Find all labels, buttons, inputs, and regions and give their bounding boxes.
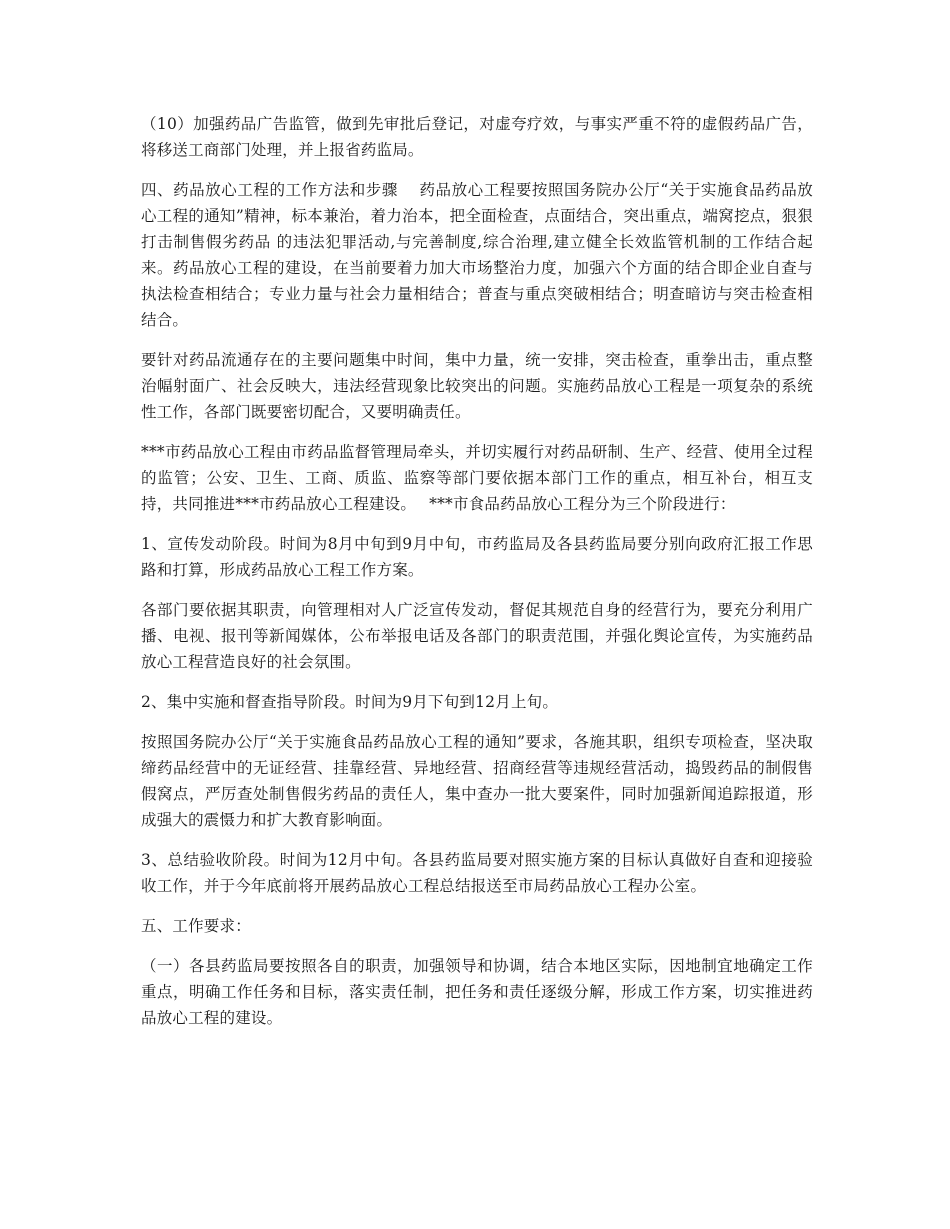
paragraph-publicity: 各部门要依据其职责，向管理相对人广泛宣传发动，督促其规范自身的经营行为，要充分利用广播、电视、报刊等新闻媒体，公布举报电话及各部门的职责范围，并强化舆论宣传，为实施药品放心工程营造良好的社会氛围。 — [141, 601, 813, 671]
paragraph-key-problems: 要针对药品流通存在的主要问题集中时间，集中力量，统一安排，突击检查，重拳出击，重点整治幅射面广、社会反映大，违法经营现象比较突出的问题。实施药品放心工程是一项复杂的系统性工作，各部门既要密切配合，又要明确责任。 — [141, 351, 813, 421]
paragraph-stage-one: 1、宣传发动阶段。时间为8月中旬到9月中旬，市药监局及各县药监局要分别向政府汇报工作思路和打算，形成药品放心工程工作方案。 — [141, 535, 813, 579]
paragraph-section-four-methods: 四、药品放心工程的工作方法和步骤 药品放心工程要按照国务院办公厅“关于实施食品药品放心工程的通知”精神，标本兼治，着力治本，把全面检查，点面结合，突出重点，端窝挖点，狠狠打击制售假劣药品 的违法犯罪活动,与完善制度,综合治理,建立健全长效监管机制的工作结合起来。药品放心工程的建设，在当前要着力加大市场整治力度，加强六个方面的结合即企业自查与执法检查相结合；专业力量与社会力量相结合；普查与重点突破相结合；明查暗访与突击检查相结合。 — [141, 181, 813, 329]
paragraph-ad-supervision: （10）加强药品广告监管，做到先审批后登记，对虚夸疗效，与事实严重不符的虚假药品广告，将移送工商部门处理，并上报省药监局。 — [141, 115, 813, 159]
paragraph-stage-two: 2、集中实施和督查指导阶段。时间为9月下旬到12月上旬。 — [141, 693, 559, 711]
heading-section-five: 五、工作要求： — [141, 917, 251, 935]
paragraph-lead-department: ***市药品放心工程由市药品监督管理局牵头，并切实履行对药品研制、生产、经营、使用全过程的监管；公安、卫生、工商、质监、监察等部门要依据本部门工作的重点，相互补台，相互支持，共同推进***市药品放心工程建设。 ***市食品药品放心工程分为三个阶段进行： — [141, 443, 813, 513]
paragraph-requirement-one: （一）各县药监局要按照各自的职责，加强领导和协调，结合本地区实际，因地制宜地确定工作重点，明确工作任务和目标，落实责任制，把任务和责任逐级分解，形成工作方案，切实推进药品放心工程的建设。 — [141, 957, 813, 1027]
paragraph-special-inspection: 按照国务院办公厅“关于实施食品药品放心工程的通知”要求，各施其职，组织专项检查，坚决取缔药品经营中的无证经营、挂靠经营、异地经营、招商经营等违规经营活动，捣毁药品的制假售假窝点，严厉查处制售假劣药品的责任人，集中查办一批大要案件，同时加强新闻追踪报道，形成强大的震慑力和扩大教育影响面。 — [141, 733, 813, 829]
document-page — [141, 111, 813, 1045]
paragraph-stage-three: 3、总结验收阶段。时间为12月中旬。各县药监局要对照实施方案的目标认真做好自查和迎接验收工作，并于今年底前将开展药品放心工程总结报送至市局药品放心工程办公室。 — [141, 851, 813, 895]
